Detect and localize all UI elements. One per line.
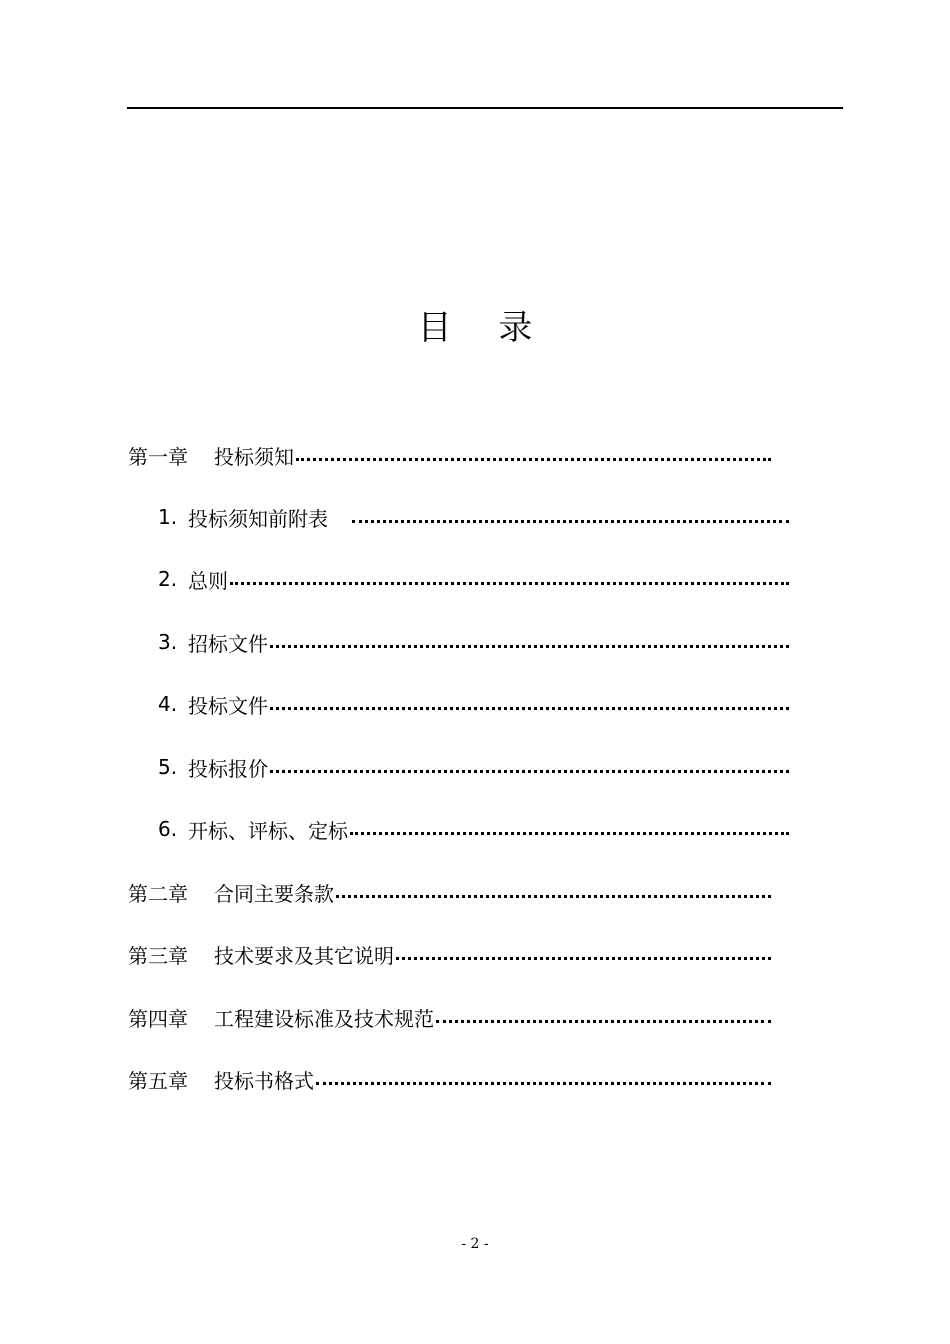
- dot-leader: [230, 582, 789, 585]
- section-label: 投标报价: [188, 756, 268, 781]
- section-label: 开标、评标、定标: [188, 818, 348, 843]
- toc-chapter-4[interactable]: [128, 1002, 771, 1032]
- dot-leader: [270, 770, 789, 773]
- chapter-number: 第一章: [128, 444, 188, 469]
- section-label: 投标须知前附表: [188, 506, 328, 531]
- dot-leader: [350, 832, 789, 835]
- section-label: 投标文件: [188, 693, 268, 718]
- header-rule: [127, 107, 843, 109]
- chapter-label: 合同主要条款: [214, 881, 334, 906]
- dot-leader: [396, 957, 771, 960]
- section-number: 1.: [158, 505, 178, 529]
- toc-section-3[interactable]: [158, 627, 789, 657]
- dot-leader: [270, 645, 789, 648]
- dot-leader: [316, 1082, 771, 1085]
- toc-chapter-1[interactable]: [128, 440, 771, 470]
- toc-chapter-3[interactable]: [128, 939, 771, 969]
- section-label: 总则: [188, 568, 228, 593]
- toc-section-5[interactable]: [158, 752, 789, 782]
- section-number: 2.: [158, 567, 178, 591]
- toc-section-6[interactable]: [158, 814, 789, 844]
- toc-section-2[interactable]: [158, 564, 789, 594]
- dot-leader: [296, 458, 771, 461]
- section-number: 6.: [158, 817, 178, 841]
- chapter-label: 投标须知: [214, 444, 294, 469]
- chapter-label: 投标书格式: [214, 1068, 314, 1093]
- section-number: 4.: [158, 692, 178, 716]
- chapter-number: 第四章: [128, 1006, 188, 1031]
- chapter-label: 工程建设标准及技术规范: [214, 1006, 434, 1031]
- section-label: 招标文件: [188, 631, 268, 656]
- chapter-number: 第三章: [128, 943, 188, 968]
- section-number: 5.: [158, 755, 178, 779]
- dot-leader: [352, 520, 789, 523]
- section-number: 3.: [158, 630, 178, 654]
- page-number: - 2 -: [461, 1236, 489, 1252]
- toc-chapter-2[interactable]: [128, 877, 771, 907]
- toc-section-1[interactable]: [158, 502, 789, 532]
- dot-leader: [270, 707, 789, 710]
- dot-leader: [336, 895, 771, 898]
- toc-section-4[interactable]: [158, 689, 789, 719]
- chapter-number: 第二章: [128, 881, 188, 906]
- toc-title: 目 录: [417, 308, 551, 348]
- toc-chapter-5[interactable]: [128, 1064, 771, 1094]
- chapter-label: 技术要求及其它说明: [214, 943, 394, 968]
- chapter-number: 第五章: [128, 1068, 188, 1093]
- dot-leader: [436, 1020, 771, 1023]
